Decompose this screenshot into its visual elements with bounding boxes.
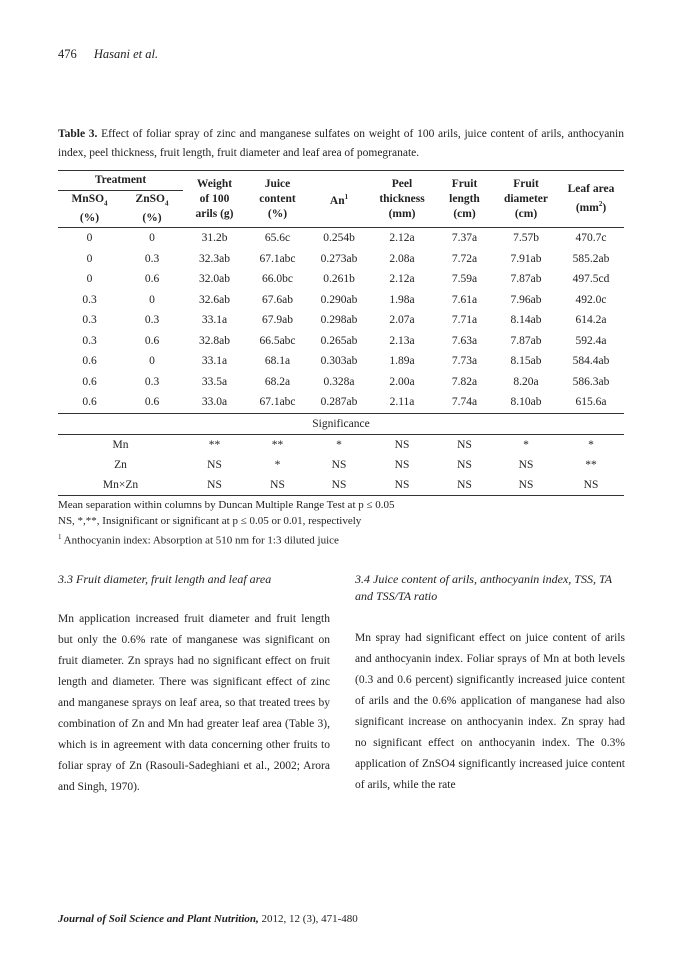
col-zn-unit: (%)	[142, 212, 162, 225]
table-row	[58, 392, 624, 413]
col-juice-line: content	[259, 192, 296, 205]
col-mn-unit: (%)	[79, 212, 100, 225]
table-cell: 2.11a	[389, 396, 415, 409]
section-text-3-3: Mn application increased fruit diameter and fruit length but only the 0.6% rate of manganese was significant on fruit diameter. Zn sprays had no significant effect on fruit length and diameter. There was significant effect of zinc and manganese sprays on leaf area, so that treated trees by combination of Zn and Mn had greater leaf area (Table 3), which is in agreement with data concerning other fruits to foliar spray of Zn (Rasouli-Sadeghiani et al., 2002; Arora and Singh, 1970).	[58, 613, 330, 793]
section-text-3-4: Mn spray had significant effect on juice content of arils and anthocyanin index. Foliar sprays of Mn at both levels (0.3 and 0.6 percent) significantly increased juice content of arils and the 0.6% application of manganese had also significant increase on anthocyanin index. Zn spray had no significant effect on anthocyanin index. The 0.3% application of ZnSO4 significantly increased juice content of arils, while the rate	[355, 632, 625, 791]
treatment-header: Treatment	[58, 171, 183, 191]
col-peel-line: thickness	[379, 192, 425, 205]
significance-cell: NS	[270, 478, 285, 491]
table-cell: 0	[86, 273, 93, 286]
significance-cell: NS	[518, 458, 534, 471]
table-cell: 2.00a	[389, 375, 415, 388]
significance-cell: *	[336, 438, 342, 451]
table-cell: 7.59a	[451, 273, 478, 286]
table-cell: 492.0c	[575, 293, 607, 306]
table-caption	[58, 125, 624, 163]
table-cell: 614.2a	[575, 314, 607, 327]
col-leaf-unit-close: )	[602, 201, 607, 214]
table-cell: 497.5cd	[572, 273, 610, 286]
table-cell: 8.10ab	[510, 396, 542, 409]
col-diameter-line: Fruit	[513, 177, 539, 190]
table-cell: 615.6a	[575, 396, 607, 409]
page-footer	[58, 913, 358, 925]
table-cell: 67.9ab	[262, 314, 293, 327]
significance-cell: *	[274, 458, 281, 471]
table-cell: 0.6	[82, 396, 97, 409]
table-cell: 67.1abc	[259, 252, 296, 265]
table-cell: 592.4a	[575, 334, 607, 347]
significance-cell: NS	[457, 478, 472, 491]
table-cell: 2.12a	[389, 232, 415, 245]
col-weight-line: of 100	[199, 192, 230, 205]
results-table	[58, 170, 624, 496]
table-cell: 7.82a	[451, 375, 478, 388]
table-cell: 0.3	[82, 314, 97, 327]
col-peel-line: (mm)	[388, 207, 416, 220]
table-cell: 31.2b	[201, 232, 228, 245]
table-cell: 32.3ab	[199, 252, 230, 265]
significance-cell: NS	[457, 458, 472, 471]
table-cell: 32.0ab	[199, 273, 230, 286]
col-length-line: Fruit	[451, 177, 478, 190]
col-weight-header	[183, 171, 246, 228]
significance-row	[58, 434, 624, 455]
col-mn-formula-base: MnSO	[71, 192, 105, 205]
table-cell: 33.5a	[201, 375, 228, 388]
table-row	[58, 331, 624, 352]
significance-row	[58, 455, 624, 475]
table-notes	[58, 497, 395, 549]
col-mn-header	[58, 191, 121, 228]
table-cell: 68.2a	[264, 375, 291, 388]
table-cell: 0.6	[144, 273, 160, 286]
significance-cell: NS	[518, 478, 534, 491]
significance-cell: NS	[394, 458, 410, 471]
table-cell: 32.8ab	[199, 334, 230, 347]
col-leaf-header	[558, 171, 624, 228]
table-cell: 2.07a	[389, 314, 415, 327]
significance-cell: NS	[394, 478, 410, 491]
table-cell: 2.12a	[389, 273, 415, 286]
col-zn-formula-sub: 4	[164, 199, 169, 208]
table-cell: 7.71a	[451, 314, 478, 327]
table-cell: 7.73a	[451, 355, 478, 368]
col-an-label: An	[329, 194, 345, 207]
col-peel-header	[369, 171, 435, 228]
significance-cell: NS	[583, 478, 599, 491]
col-mn-formula	[58, 192, 121, 211]
table-cell: 7.61a	[451, 293, 478, 306]
col-an-header	[309, 171, 369, 228]
col-an-footnote-mark: 1	[344, 192, 349, 201]
table-cell: 7.74a	[451, 396, 478, 409]
page-number: 476	[58, 47, 77, 61]
table-row	[58, 228, 624, 249]
table-row	[58, 249, 624, 270]
note-significance: NS, *,**, Insignificant or significant at p ≤ 0.05 or 0.01, respectively	[58, 515, 362, 527]
col-juice-line: Juice	[264, 177, 291, 190]
table-cell: 0.3	[82, 293, 97, 306]
table-cell: 2.13a	[389, 334, 415, 347]
table-row	[58, 290, 624, 311]
col-weight-line: arils (g)	[195, 207, 234, 220]
table-cell: 0	[149, 355, 155, 368]
table-cell: 65.6c	[264, 232, 291, 245]
table-caption-label: Table 3.	[58, 128, 98, 140]
col-weight-line: Weight	[196, 177, 233, 190]
col-length-header	[435, 171, 494, 228]
table-cell: 68.1a	[264, 355, 291, 368]
table-cell: 0.303ab	[320, 355, 358, 368]
table-cell: 0	[86, 252, 93, 265]
note-anthocyanin	[58, 529, 395, 549]
significance-body	[58, 413, 624, 495]
table-cell: 0.261b	[323, 273, 355, 286]
table-cell: 0.273ab	[320, 252, 358, 265]
col-leaf-unit-exp: 2	[598, 200, 603, 209]
col-diameter-header	[494, 171, 558, 228]
table-row	[58, 310, 624, 331]
col-length-line: length	[449, 192, 480, 205]
table-cell: 8.14ab	[510, 314, 542, 327]
table-cell: 0.3	[82, 334, 97, 347]
col-length-line: (cm)	[453, 207, 476, 220]
col-zn-header	[121, 191, 183, 228]
col-peel-line: Peel	[391, 177, 413, 190]
table-cell: 7.63a	[451, 334, 478, 347]
table-cell: 0.6	[144, 396, 160, 409]
significance-cell: NS	[207, 478, 222, 491]
significance-cell: **	[271, 438, 284, 451]
table-row	[58, 351, 624, 372]
table-cell: 7.87ab	[510, 273, 542, 286]
table-cell: 66.5abc	[259, 334, 296, 347]
significance-cell: NS	[331, 478, 347, 491]
table-cell: 0.328a	[323, 375, 355, 388]
col-mn-formula-sub: 4	[104, 199, 108, 208]
significance-cell: **	[585, 458, 597, 471]
table-cell: 0.254b	[323, 232, 355, 245]
table-cell: 0.3	[144, 252, 160, 265]
col-diameter-line: (cm)	[514, 207, 538, 220]
table-cell: 7.96ab	[510, 293, 542, 306]
table-cell: 0.6	[144, 334, 160, 347]
col-zn-formula	[121, 192, 183, 211]
table-row	[58, 269, 624, 290]
table-cell: 585.2ab	[572, 252, 610, 265]
section-heading-3-4: 3.4 Juice content of arils, anthocyanin index, TSS, TA and TSS/TA ratio	[355, 572, 612, 603]
table-cell: 0	[86, 232, 93, 245]
running-authors: Hasani et al.	[93, 47, 159, 61]
table-cell: 0.265ab	[320, 334, 358, 347]
significance-cell: *	[588, 438, 594, 451]
table-cell: 66.0bc	[262, 273, 293, 286]
table-cell: 2.08a	[389, 252, 415, 265]
significance-cell: NS	[394, 438, 410, 451]
col-juice-header	[246, 171, 309, 228]
table-cell: 586.3ab	[572, 375, 610, 388]
col-juice-line: (%)	[267, 207, 288, 220]
table-cell: 33.1a	[201, 355, 228, 368]
significance-cell: NS	[331, 458, 347, 471]
table-cell: 7.72a	[451, 252, 478, 265]
table-cell: 0.3	[144, 314, 160, 327]
table-cell: 0.287ab	[320, 396, 358, 409]
table-row	[58, 372, 624, 393]
note-footnote-mark: 1	[58, 533, 62, 541]
significance-factor: Zn	[114, 458, 127, 471]
significance-cell: NS	[457, 438, 472, 451]
note-duncan: Mean separation within columns by Duncan Multiple Range Test at p ≤ 0.05	[58, 499, 395, 511]
table-cell: 1.98a	[389, 293, 415, 306]
table-body	[58, 228, 624, 414]
table-cell: 0	[149, 232, 155, 245]
significance-row	[58, 475, 624, 496]
table-cell: 8.20a	[513, 375, 539, 388]
table-cell: 7.87ab	[510, 334, 542, 347]
col-leaf-unit	[558, 197, 624, 216]
col-leaf-line: Leaf area	[567, 183, 615, 196]
significance-cell: *	[523, 438, 529, 451]
col-diameter-line: diameter	[503, 192, 549, 205]
col-zn-formula-base: ZnSO	[135, 192, 165, 205]
table-cell: 0	[149, 293, 155, 306]
table-cell: 32.6ab	[199, 293, 230, 306]
table-cell: 33.0a	[201, 396, 228, 409]
table-cell: 470.7c	[575, 232, 607, 245]
table-cell: 7.57b	[513, 232, 539, 245]
table-cell: 0.6	[82, 355, 97, 368]
table-cell: 584.4ab	[572, 355, 610, 368]
journal-name: Journal of Soil Science and Plant Nutrition,	[58, 913, 259, 925]
table-caption-text: Effect of foliar spray of zinc and manganese sulfates on weight of 100 arils, juice content of arils, anthocyanin index, peel thickness, fruit length, fruit diameter and leaf area of pomegranate.	[58, 128, 625, 159]
table-cell: 7.91ab	[510, 252, 542, 265]
significance-cell: **	[208, 438, 221, 451]
table-cell: 67.1abc	[259, 396, 296, 409]
col-leaf-unit-base: (mm	[575, 201, 599, 214]
table-cell: 1.89a	[389, 355, 415, 368]
table-cell: 0.6	[82, 375, 97, 388]
table-cell: 33.1a	[201, 314, 228, 327]
table-cell: 0.290ab	[320, 293, 358, 306]
table-cell: 8.15ab	[510, 355, 542, 368]
significance-factor: Mn	[112, 438, 129, 451]
table-cell: 7.37a	[451, 232, 478, 245]
significance-title: Significance	[312, 417, 370, 430]
section-heading-3-3: 3.3 Fruit diameter, fruit length and leaf area	[58, 572, 272, 586]
note-anthocyanin-text: Anthocyanin index: Absorption at 510 nm for 1:3 diluted juice	[63, 534, 339, 547]
significance-cell: NS	[207, 458, 222, 471]
table-cell: 67.6ab	[262, 293, 293, 306]
page-header	[58, 47, 158, 62]
journal-citation: 2012, 12 (3), 471-480	[261, 913, 358, 925]
significance-factor: Mn×Zn	[102, 478, 139, 491]
table-cell: 0.3	[144, 375, 160, 388]
table-cell: 0.298ab	[320, 314, 358, 327]
